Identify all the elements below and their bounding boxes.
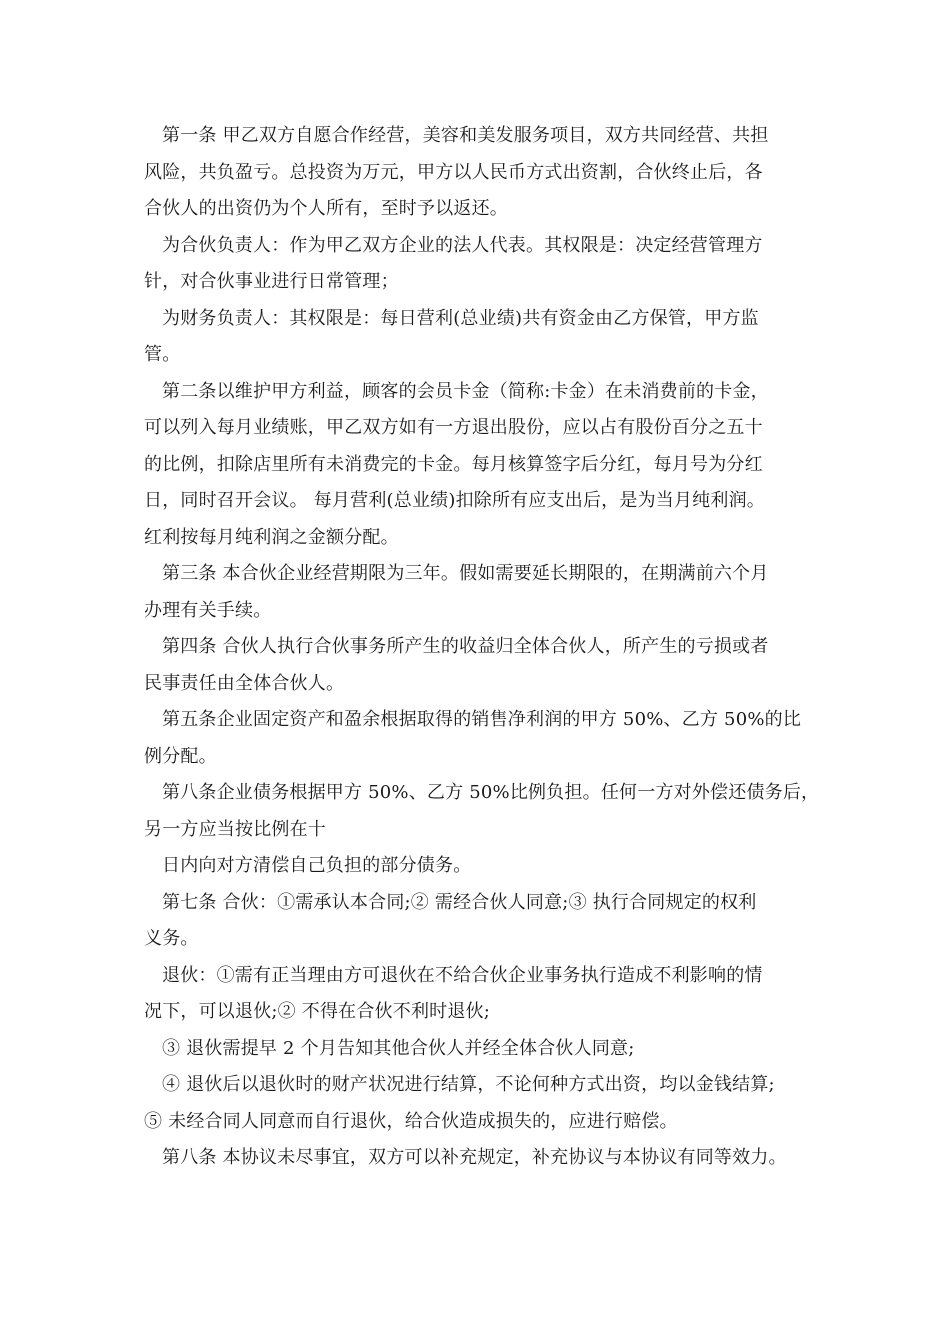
withdrawal-item-5: ⑤ 未经合同人同意而自行退伙，给合伙造成损失的，应进行赔偿。	[144, 1110, 678, 1132]
article-debt-line-1: 第八条企业债务根据甲方 50%、乙方 50%比例负担。任何一方对外偿还债务后，	[162, 782, 820, 803]
article-4-line-1: 第四条 合伙人执行合伙事务所产生的收益归全体合伙人，所产生的亏损或者	[162, 636, 769, 657]
article-1-line-2: 风险，共负盈亏。总投资为万元，甲方以人民币方式出资割，合伙终止后，各	[144, 161, 763, 183]
article-2-line-2: 可以列入每月业绩账，甲乙双方如有一方退出股份，应以占有股份百分之五十	[144, 417, 763, 438]
article-8-line-1: 第八条 本协议未尽事宜，双方可以补充规定，补充协议与本协议有同等效力。	[162, 1147, 787, 1168]
article-1-line-1: 第一条 甲乙双方自愿合作经营，美容和美发服务项目，双方共同经营、共担	[162, 125, 769, 146]
article-1-line-3: 合伙人的出资仍为个人所有，至时予以返还。	[144, 198, 508, 219]
withdrawal-item-3: ③ 退伙需提早 2 个月告知其他合伙人并经全体合伙人同意;	[162, 1037, 635, 1059]
article-debt-line-3: 日内向对方清偿自己负担的部分债务。	[162, 855, 472, 876]
withdrawal-item-4: ④ 退伙后以退伙时的财产状况进行结算，不论何种方式出资，均以金钱结算;	[162, 1074, 775, 1095]
article-4-line-2: 民事责任由全体合伙人。	[144, 672, 345, 694]
finance-manager-line-1: 为财务负责人：其权限是：每日营利(总业绩)共有资金由乙方保管，甲方监	[162, 307, 759, 329]
article-3-line-1: 第三条 本合伙企业经营期限为三年。假如需要延长期限的，在期满前六个月	[162, 563, 769, 584]
partnership-manager-line-1: 为合伙负责人：作为甲乙双方企业的法人代表。其权限是：决定经营管理方	[162, 234, 763, 256]
withdrawal-line-2: 况下，可以退伙;② 不得在合伙不利时退伙;	[144, 1001, 491, 1022]
article-2-line-5: 红利按每月纯利润之金额分配。	[144, 526, 399, 548]
article-2-line-3: 的比例，扣除店里所有未消费完的卡金。每月核算签字后分红，每月号为分红	[144, 453, 763, 475]
article-2-line-4: 日，同时召开会议。 每月营利(总业绩)扣除所有应支出后，是为当月纯利润。	[144, 490, 765, 511]
article-debt-line-2: 另一方应当按比例在十	[144, 818, 326, 840]
article-3-line-2: 办理有关手续。	[144, 599, 272, 621]
article-7-line-1: 第七条 合伙：①需承认本合同;② 需经合伙人同意;③ 执行合同规定的权利	[162, 891, 757, 913]
article-7-line-2: 义务。	[144, 928, 199, 949]
finance-manager-line-2: 管。	[144, 344, 181, 365]
article-2-line-1: 第二条以维护甲方利益，顾客的会员卡金（简称:卡金）在未消费前的卡金，	[162, 380, 769, 402]
article-5-line-2: 例分配。	[144, 745, 217, 767]
withdrawal-line-1: 退伙：①需有正当理由方可退伙在不给合伙企业事务执行造成不利影响的情	[162, 964, 763, 986]
contract-body	[144, 118, 834, 1177]
article-5-line-1: 第五条企业固定资产和盈余根据取得的销售净利润的甲方 50%、乙方 50%的比	[162, 709, 802, 730]
partnership-manager-line-2: 针，对合伙事业进行日常管理；	[144, 271, 399, 292]
